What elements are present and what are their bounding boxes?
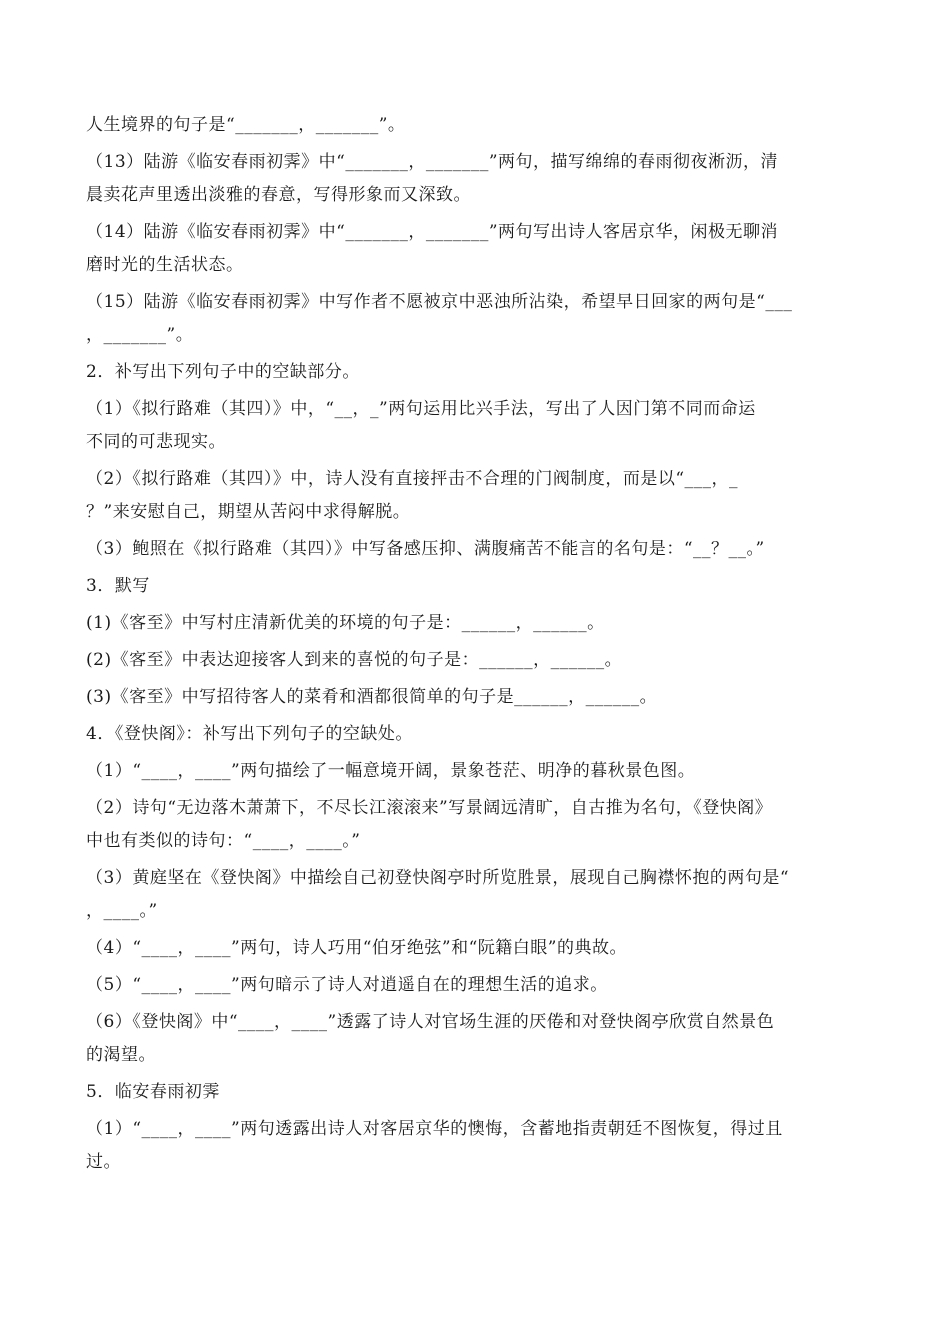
text-line: （3）鲍照在《拟行路难（其四）》中写备感压抑、满腹痛苦不能言的名句是：“__？__。” (86, 539, 765, 559)
text-line: ，____。” (86, 901, 158, 921)
text-line: ，_______”。 (86, 325, 194, 345)
text-line: （4）“____，____”两句，诗人巧用“伯牙绝弦”和“阮籍白眼”的典故。 (86, 938, 627, 958)
section-heading: 2．补写出下列句子中的空缺部分。 (86, 362, 360, 382)
text-line: 不同的可悲现实。 (86, 432, 226, 452)
text-line: （3）黄庭坚在《登快阁》中描绘自己初登快阁亭时所览胜景，展现自己胸襟怀抱的两句是“ (86, 868, 790, 888)
text-line: (3)《客至》中写招待客人的菜肴和酒都很简单的句子是______，______。 (86, 687, 658, 707)
text-line: （1）“____，____”两句透露出诗人对客居京华的懊悔，含蓄地指责朝廷不图恢复，得过且 (86, 1119, 783, 1139)
text-line: （13）陆游《临安春雨初霁》中“_______，_______”两句，描写绵绵的春雨彻夜淅沥，清 (86, 152, 779, 172)
text-line: （15）陆游《临安春雨初霁》中写作者不愿被京中恶浊所沾染，希望早日回家的两句是“___ (86, 292, 793, 312)
text-line: （1）“____，____”两句描绘了一幅意境开阔，景象苍茫、明净的暮秋景色图。 (86, 761, 696, 781)
text-line: 过。 (86, 1152, 121, 1172)
text-line: 磨时光的生活状态。 (86, 255, 244, 275)
text-line: （5）“____，____”两句暗示了诗人对逍遥自在的理想生活的追求。 (86, 975, 608, 995)
text-line: （6）《登快阁》中“____，____”透露了诗人对官场生涯的厌倦和对登快阁亭欣赏自然景色 (86, 1012, 775, 1032)
section-heading: 4．《登快阁》：补写出下列句子的空缺处。 (86, 724, 413, 744)
text-line: （2）《拟行路难（其四）》中，诗人没有直接抨击不合理的门阀制度，而是以“___，_ (86, 469, 739, 489)
text-line: 晨卖花声里透出淡雅的春意，写得形象而又深致。 (86, 185, 471, 205)
section-heading: 3．默写 (86, 576, 150, 596)
text-line: 中也有类似的诗句：“____，____。” (86, 831, 361, 851)
section-heading: 5．临安春雨初霁 (86, 1082, 220, 1102)
text-line: 的渴望。 (86, 1045, 156, 1065)
text-line: (2)《客至》中表达迎接客人到来的喜悦的句子是：______，______。 (86, 650, 623, 670)
text-line: 人生境界的句子是“_______，_______”。 (86, 115, 406, 135)
text-line: (1)《客至》中写村庄清新优美的环境的句子是：______，______。 (86, 613, 605, 633)
text-line: ？”来安慰自己，期望从苦闷中求得解脱。 (86, 502, 411, 522)
text-line: （2）诗句“无边落木萧萧下，不尽长江滚滚来”写景阔远清旷，自古推为名句，《登快阁》 (86, 798, 773, 818)
text-line: （14）陆游《临安春雨初霁》中“_______，_______”两句写出诗人客居京华，闲极无聊消 (86, 222, 779, 242)
document-body (86, 112, 866, 1186)
text-line: （1）《拟行路难（其四）》中，“__，_”两句运用比兴手法，写出了人因门第不同而命运 (86, 399, 756, 419)
